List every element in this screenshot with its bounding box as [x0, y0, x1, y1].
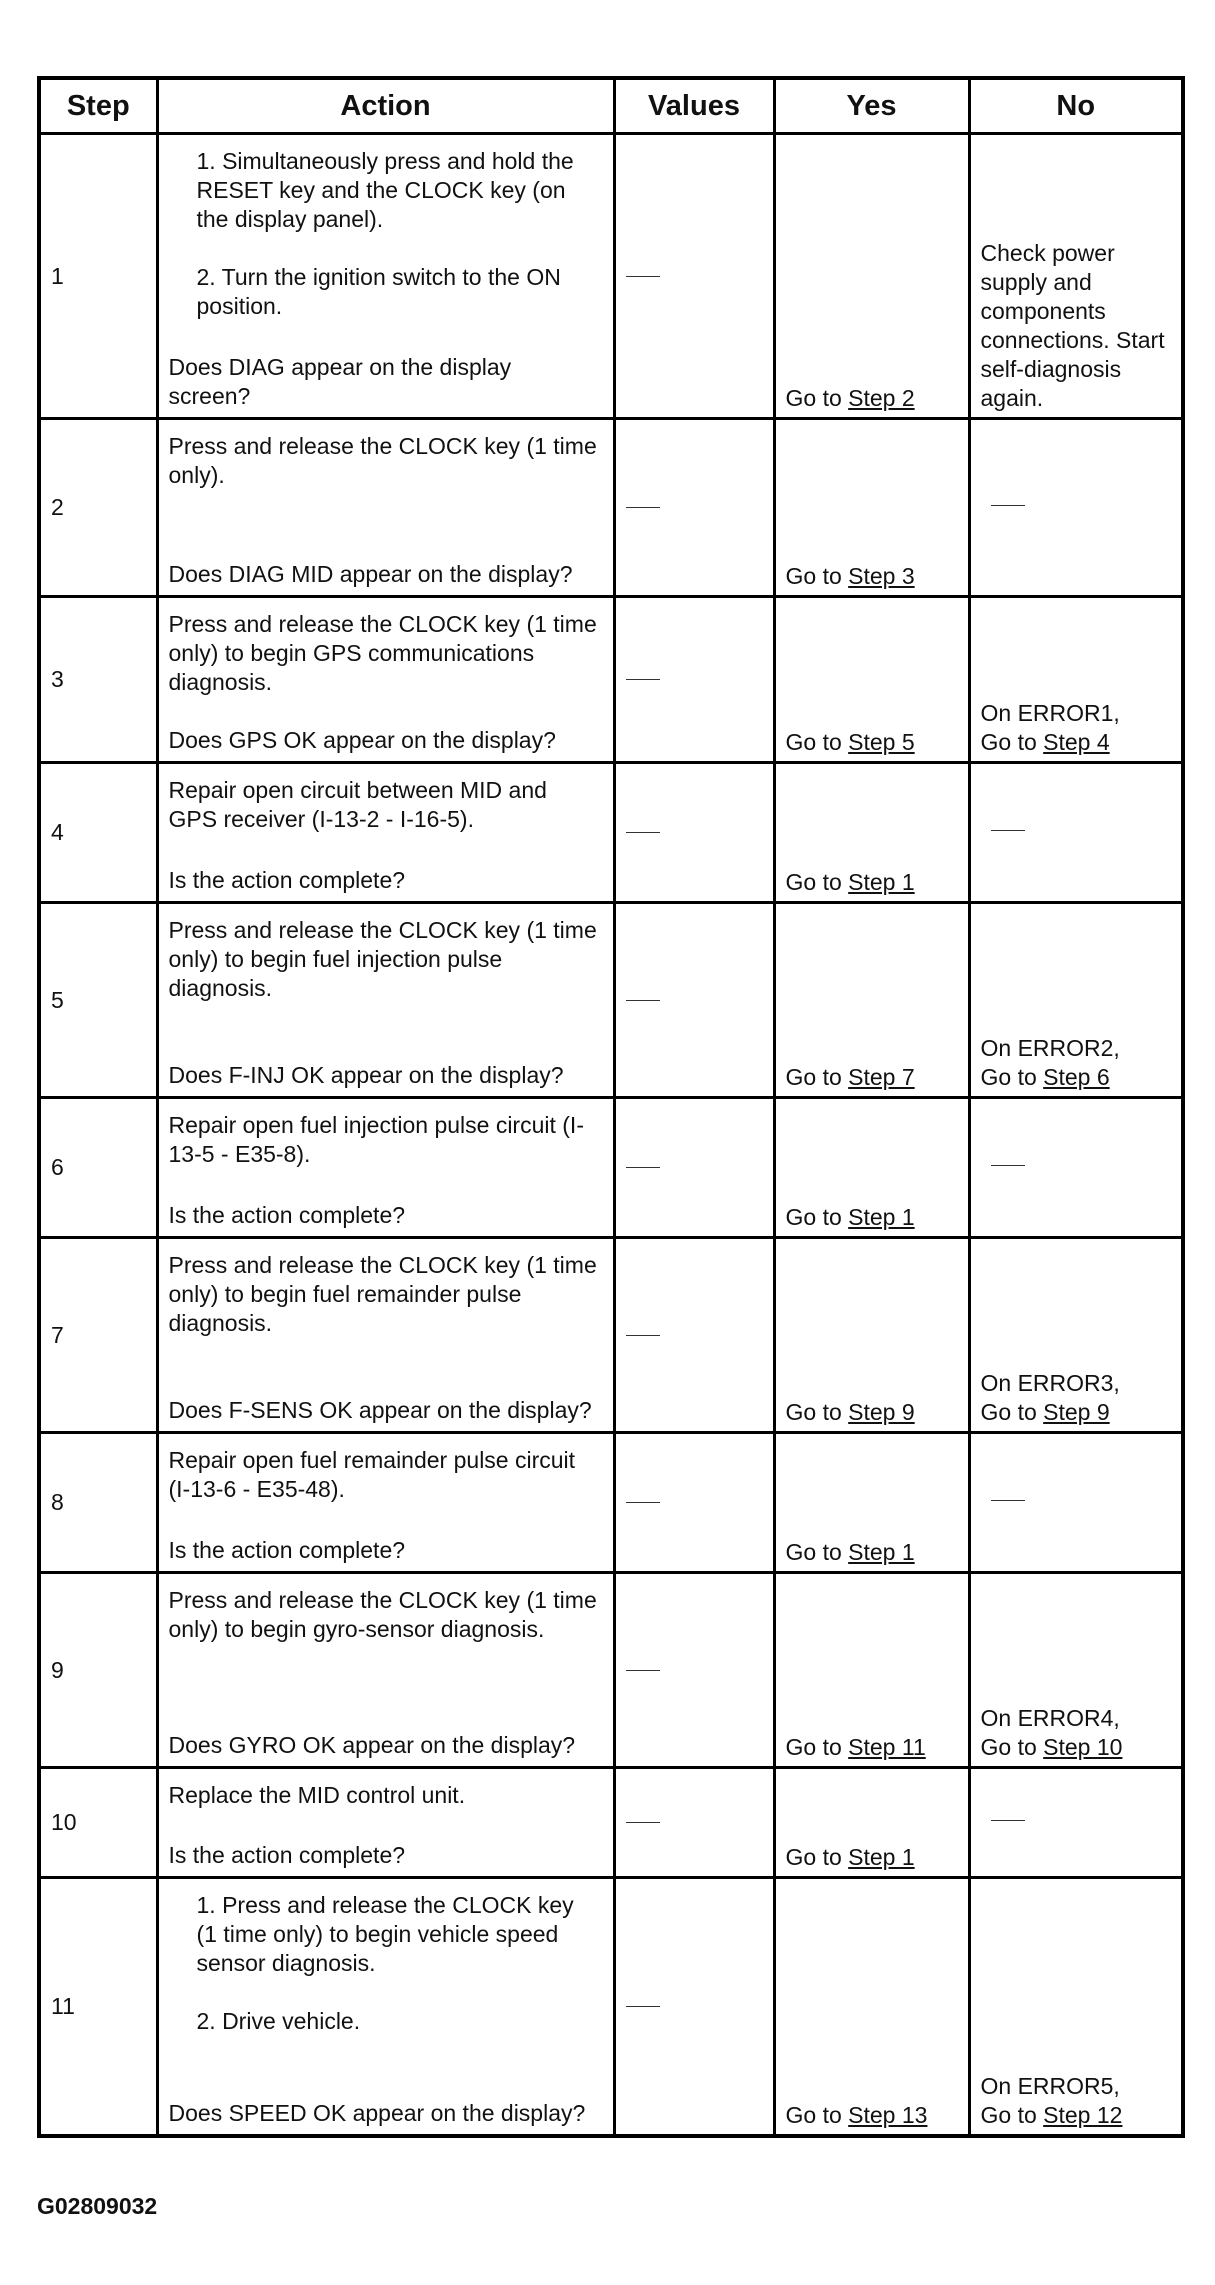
- values-cell: [614, 1098, 774, 1238]
- action-line: 2. Drive vehicle.: [196, 2008, 361, 2034]
- yes-cell: [774, 1433, 969, 1573]
- action-content: [159, 135, 613, 417]
- yes-goto-text: Go to: [785, 869, 842, 895]
- yes-goto-text: Go to: [785, 1844, 842, 1870]
- no-goto: [981, 728, 1174, 757]
- diagnostic-table: [37, 76, 1185, 2138]
- empty-dash: [991, 1165, 1025, 1166]
- yes-step-link[interactable]: Step 9: [848, 1399, 915, 1425]
- no-error-code: On ERROR3,: [980, 1370, 1120, 1396]
- action-question: Does SPEED OK appear on the display?: [168, 2100, 586, 2126]
- no-step-link[interactable]: Step 6: [1043, 1064, 1110, 1090]
- yes-cell: [774, 597, 969, 763]
- empty-dash: [991, 830, 1025, 831]
- action-line: Press and release the CLOCK key (1 time only) to begin fuel injection pulse diagnosis.: [168, 917, 597, 1001]
- yes-cell: [774, 1573, 969, 1768]
- yes-goto-text: Go to: [785, 1734, 842, 1760]
- action-line: Repair open fuel injection pulse circuit (I-13-5 - E35-8).: [168, 1112, 584, 1167]
- action-instructions: [169, 1446, 599, 1504]
- action-instructions: [169, 916, 599, 1003]
- no-cell: [969, 1238, 1183, 1433]
- action-question: Does DIAG appear on the display screen?: [168, 354, 512, 409]
- action-cell: [157, 763, 614, 903]
- no-step-link[interactable]: Step 12: [1043, 2102, 1123, 2128]
- no-goto-text: Go to: [980, 1399, 1037, 1425]
- yes-goto-text: Go to: [785, 563, 842, 589]
- no-error-code: On ERROR4,: [980, 1705, 1120, 1731]
- action-question: Is the action complete?: [168, 1537, 406, 1563]
- yes-goto-text: Go to: [785, 1399, 842, 1425]
- no-cell: [969, 763, 1183, 903]
- step-number: 10: [39, 1768, 157, 1878]
- step-number: 2: [39, 419, 157, 597]
- no-goto-text: Go to: [980, 1734, 1037, 1760]
- action-cell: [157, 1433, 614, 1573]
- no-cell: [969, 134, 1183, 419]
- values-cell: [614, 134, 774, 419]
- values-cell: [614, 1573, 774, 1768]
- values-cell: [614, 1238, 774, 1433]
- action-cell: [157, 1238, 614, 1433]
- action-cell: [157, 1878, 614, 2137]
- no-goto-text: Go to: [980, 2102, 1037, 2128]
- yes-step-link[interactable]: Step 11: [848, 1734, 926, 1760]
- action-line: Press and release the CLOCK key (1 time only) to begin fuel remainder pulse diagnosis.: [168, 1252, 597, 1336]
- table-row: [39, 903, 1183, 1098]
- yes-goto-text: Go to: [785, 729, 842, 755]
- no-cell: [969, 597, 1183, 763]
- table-row: [39, 1433, 1183, 1573]
- table-row: [39, 419, 1183, 597]
- yes-step-link[interactable]: Step 1: [848, 1844, 915, 1870]
- action-instructions: [169, 610, 599, 697]
- action-question: Does F-INJ OK appear on the display?: [168, 1062, 564, 1088]
- yes-step-link[interactable]: Step 1: [848, 1204, 915, 1230]
- table-row: [39, 763, 1183, 903]
- action-cell: [157, 1768, 614, 1878]
- empty-dash: [626, 1502, 660, 1503]
- no-cell: [969, 1098, 1183, 1238]
- values-cell: [614, 1878, 774, 2137]
- no-goto: [981, 2101, 1174, 2130]
- yes-step-link[interactable]: Step 2: [848, 385, 915, 411]
- header-no: No: [969, 78, 1183, 134]
- yes-cell: [774, 1098, 969, 1238]
- yes-cell: [774, 903, 969, 1098]
- action-instructions: [169, 1891, 599, 2036]
- yes-step-link[interactable]: Step 1: [848, 1539, 915, 1565]
- yes-step-link[interactable]: Step 13: [848, 2102, 928, 2128]
- yes-step-link[interactable]: Step 7: [848, 1064, 915, 1090]
- empty-dash: [626, 2006, 660, 2007]
- no-goto-text: Go to: [980, 729, 1037, 755]
- step-number: 3: [39, 597, 157, 763]
- action-content: [159, 420, 613, 595]
- action-question: Does DIAG MID appear on the display?: [168, 561, 573, 587]
- values-cell: [614, 763, 774, 903]
- action-instructions: [169, 1111, 599, 1169]
- action-question: Does F-SENS OK appear on the display?: [168, 1397, 592, 1423]
- action-instructions: [169, 1781, 599, 1810]
- table-row: [39, 1098, 1183, 1238]
- empty-dash: [626, 1670, 660, 1671]
- table-body: [39, 134, 1183, 2137]
- no-goto: [981, 1733, 1174, 1762]
- values-cell: [614, 1433, 774, 1573]
- action-content: [159, 1574, 613, 1766]
- action-cell: [157, 597, 614, 763]
- empty-dash: [626, 832, 660, 833]
- empty-dash: [626, 1000, 660, 1001]
- action-content: [159, 904, 613, 1096]
- no-step-link[interactable]: Step 10: [1043, 1734, 1123, 1760]
- yes-cell: [774, 134, 969, 419]
- table-row: [39, 134, 1183, 419]
- action-content: [159, 1434, 613, 1571]
- yes-cell: [774, 763, 969, 903]
- yes-cell: [774, 1878, 969, 2137]
- empty-dash: [991, 1820, 1025, 1821]
- values-cell: [614, 1768, 774, 1878]
- empty-dash: [626, 276, 660, 277]
- empty-dash: [626, 507, 660, 508]
- table-row: [39, 1768, 1183, 1878]
- no-goto-text: Go to: [980, 1064, 1037, 1090]
- no-cell: [969, 1768, 1183, 1878]
- step-number: 8: [39, 1433, 157, 1573]
- header-values: Values: [614, 78, 774, 134]
- table-row: [39, 1573, 1183, 1768]
- table-row: [39, 1238, 1183, 1433]
- action-content: [159, 1879, 613, 2134]
- action-line: Repair open circuit between MID and GPS receiver (I-13-2 - I-16-5).: [168, 777, 547, 832]
- empty-dash: [626, 679, 660, 680]
- action-question: Is the action complete?: [168, 867, 406, 893]
- action-content: [159, 764, 613, 901]
- no-goto: [981, 1398, 1174, 1427]
- action-line: 1. Press and release the CLOCK key (1 time only) to begin vehicle speed sensor diagnosis.: [196, 1892, 574, 1976]
- no-error-code: On ERROR5,: [980, 2073, 1120, 2099]
- yes-goto-text: Go to: [785, 2102, 842, 2128]
- table-row: [39, 1878, 1183, 2137]
- no-cell: [969, 419, 1183, 597]
- action-content: [159, 1239, 613, 1431]
- no-cell: [969, 903, 1183, 1098]
- action-question: Does GYRO OK appear on the display?: [168, 1732, 576, 1758]
- no-cell: [969, 1433, 1183, 1573]
- empty-dash: [991, 505, 1025, 506]
- no-cell: [969, 1878, 1183, 2137]
- table-row: [39, 597, 1183, 763]
- yes-cell: [774, 419, 969, 597]
- empty-dash: [626, 1167, 660, 1168]
- action-content: [159, 1099, 613, 1236]
- yes-step-link[interactable]: Step 1: [848, 869, 915, 895]
- action-question: Does GPS OK appear on the display?: [168, 727, 556, 753]
- empty-dash: [626, 1335, 660, 1336]
- step-number: 7: [39, 1238, 157, 1433]
- yes-step-link[interactable]: Step 3: [848, 563, 915, 589]
- empty-dash: [991, 1500, 1025, 1501]
- header-yes: Yes: [774, 78, 969, 134]
- action-question: Is the action complete?: [168, 1842, 406, 1868]
- action-cell: [157, 1573, 614, 1768]
- action-cell: [157, 1098, 614, 1238]
- action-question: Is the action complete?: [168, 1202, 406, 1228]
- step-number: 1: [39, 134, 157, 419]
- action-cell: [157, 134, 614, 419]
- action-instructions: [169, 1586, 599, 1644]
- action-instructions: [169, 776, 599, 834]
- action-content: [159, 1769, 613, 1876]
- step-number: 9: [39, 1573, 157, 1768]
- action-line: Replace the MID control unit.: [168, 1782, 466, 1808]
- action-line: 1. Simultaneously press and hold the RESET key and the CLOCK key (on the display panel).: [196, 148, 574, 232]
- empty-dash: [626, 1822, 660, 1823]
- yes-cell: [774, 1768, 969, 1878]
- yes-goto-text: Go to: [785, 385, 842, 411]
- header-step: Step: [39, 78, 157, 134]
- values-cell: [614, 597, 774, 763]
- line-gap: [169, 234, 599, 263]
- no-goto: [981, 1063, 1174, 1092]
- step-number: 11: [39, 1878, 157, 2137]
- yes-goto-text: Go to: [785, 1064, 842, 1090]
- yes-goto-text: Go to: [785, 1539, 842, 1565]
- action-instructions: [169, 147, 599, 321]
- action-line: Press and release the CLOCK key (1 time only).: [168, 433, 597, 488]
- yes-cell: [774, 1238, 969, 1433]
- no-cell: [969, 1573, 1183, 1768]
- figure-id: G02809032: [37, 2193, 158, 2219]
- no-step-link[interactable]: Step 4: [1043, 729, 1110, 755]
- action-line: Press and release the CLOCK key (1 time only) to begin GPS communications diagnosis.: [168, 611, 597, 695]
- header-row: [39, 78, 1183, 134]
- yes-step-link[interactable]: Step 5: [848, 729, 915, 755]
- step-number: 5: [39, 903, 157, 1098]
- action-instructions: [169, 1251, 599, 1338]
- action-line: Repair open fuel remainder pulse circuit (I-13-6 - E35-48).: [168, 1447, 576, 1502]
- action-instructions: [169, 432, 599, 490]
- action-cell: [157, 903, 614, 1098]
- line-gap: [169, 1978, 599, 2007]
- action-content: [159, 598, 613, 761]
- action-cell: [157, 419, 614, 597]
- header-action: Action: [157, 78, 614, 134]
- step-number: 6: [39, 1098, 157, 1238]
- no-instruction: Check power supply and components connections. Start self-diagnosis again.: [980, 240, 1165, 411]
- action-line: Press and release the CLOCK key (1 time only) to begin gyro-sensor diagnosis.: [168, 1587, 597, 1642]
- no-error-code: On ERROR1,: [980, 700, 1120, 726]
- yes-goto-text: Go to: [785, 1204, 842, 1230]
- action-line: 2. Turn the ignition switch to the ON position.: [196, 264, 561, 319]
- step-number: 4: [39, 763, 157, 903]
- values-cell: [614, 419, 774, 597]
- no-step-link[interactable]: Step 9: [1043, 1399, 1110, 1425]
- values-cell: [614, 903, 774, 1098]
- no-error-code: On ERROR2,: [980, 1035, 1120, 1061]
